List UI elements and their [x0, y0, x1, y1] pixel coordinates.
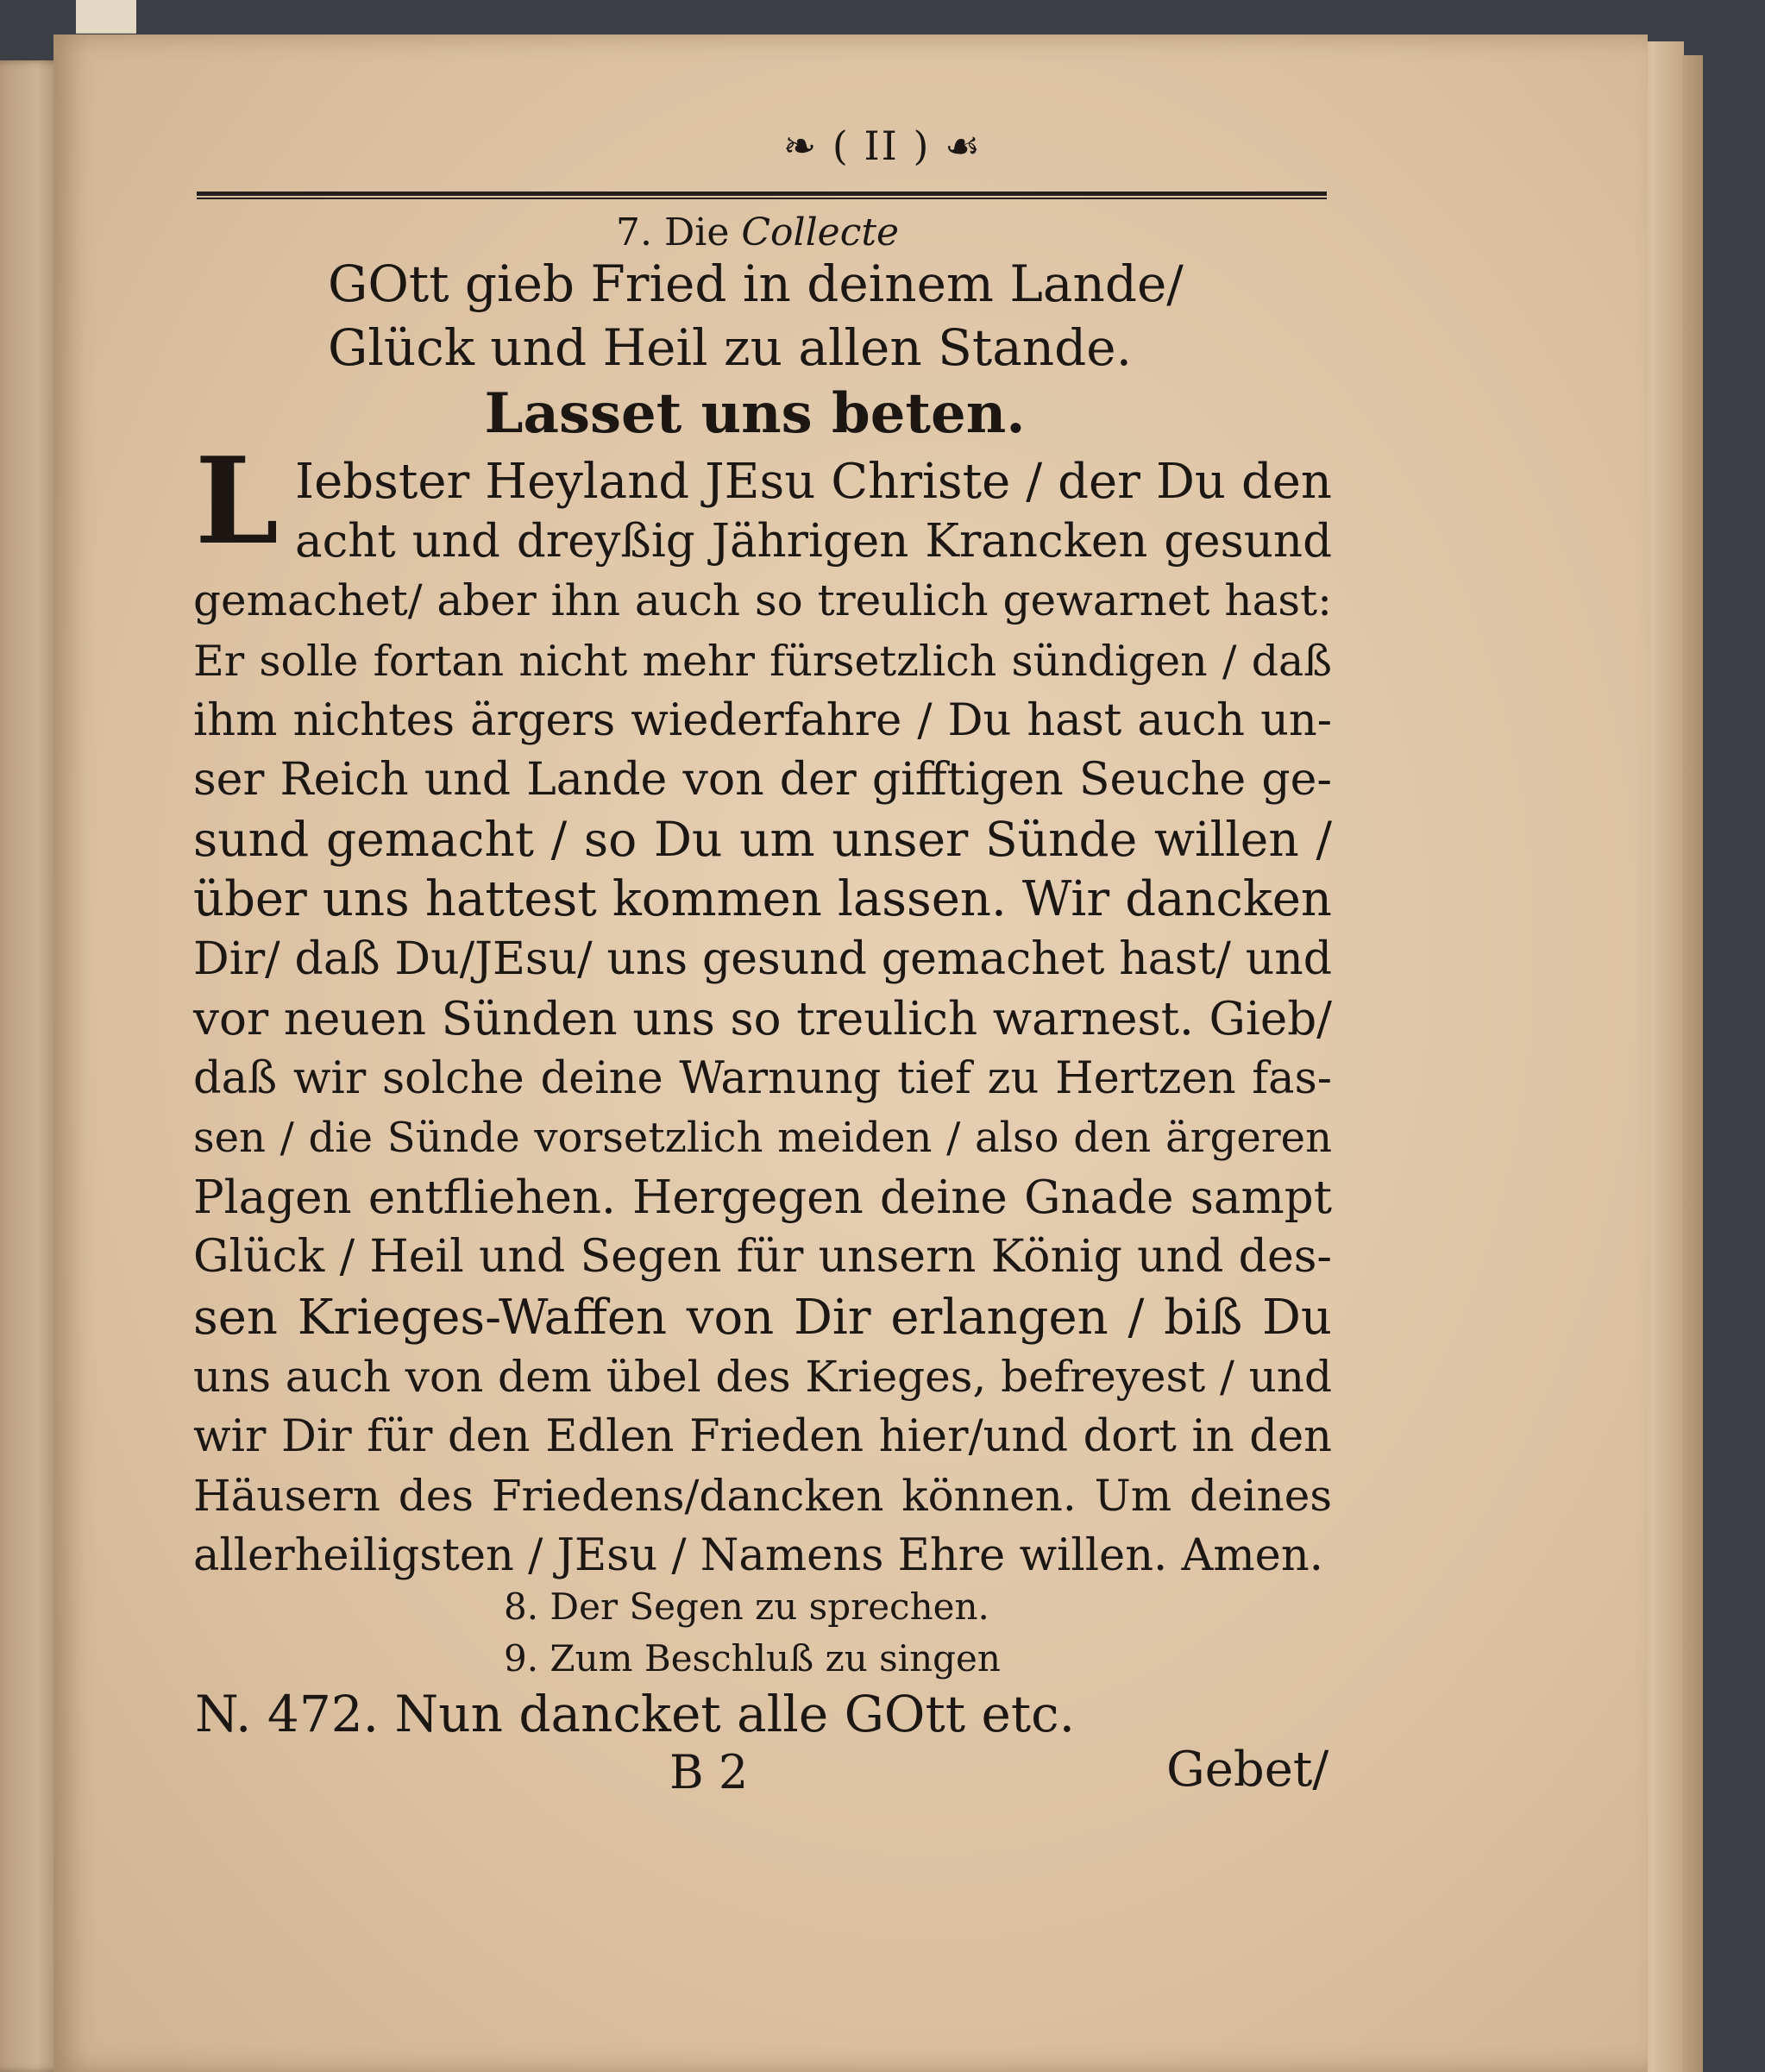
prayer-line: Häusern des Friedens/dancken können. Um deines: [193, 1471, 1332, 1522]
section-heading-7: [616, 210, 900, 254]
prayer-line: sen / die Sünde vorsetzlich meiden / also den ärgeren: [193, 1114, 1332, 1163]
hymn-line: Glück und Heil zu allen Stande.: [328, 318, 1133, 377]
section-latin-word: Collecte: [741, 210, 900, 254]
page-number: ( II ): [832, 122, 931, 169]
page-stack-edge-outer: [1682, 55, 1703, 2072]
prayer-line: daß wir solche deine Warnung tief zu Hertzen fas-: [193, 1052, 1332, 1104]
prayer-line: uns auch von dem übel des Krieges, befreyest / und: [193, 1351, 1332, 1402]
prayer-line: Plagen entfliehen. Hergegen deine Gnade sampt: [193, 1171, 1332, 1225]
prayer-line: sund gemacht / so Du um unser Sünde willen /: [193, 812, 1332, 868]
section-number: 7.: [616, 210, 652, 254]
ornament-left-icon: ❧: [782, 122, 819, 169]
prayer-line: über uns hattest kommen lassen. Wir dancken: [193, 871, 1332, 928]
signature-mark: B 2: [669, 1745, 749, 1799]
prayer-line: Iebster Heyland JEsu Christe / der Du den: [295, 454, 1332, 510]
prayer-line: ihm nichtes ärgers wiederfahre / Du hast auch un-: [193, 694, 1332, 746]
hymn-line: GOtt gieb Fried in deinem Lande/: [328, 254, 1184, 313]
paper-scrap: [76, 0, 136, 34]
running-header: [0, 122, 1765, 169]
prayer-line: gemachet/ aber ihn auch so treulich gewarnet hast:: [193, 575, 1332, 626]
section-word: Die: [663, 210, 730, 254]
prayer-line: vor neuen Sünden uns so treulich warnest. Gieb/: [193, 992, 1332, 1045]
prayer-line: Dir/ daß Du/JEsu/ uns gesund gemachet hast/ und: [193, 932, 1332, 985]
prayer-body: [193, 430, 1332, 1586]
section-heading-9: 9. Zum Beschluß zu singen: [504, 1637, 1001, 1680]
ornament-right-icon: ☙: [945, 122, 983, 169]
catchword: Gebet/: [1166, 1742, 1329, 1798]
header-rule: [197, 192, 1327, 199]
prayer-line: acht und dreyßig Jährigen Krancken gesund: [295, 515, 1332, 568]
prayer-line: Er solle fortan nicht mehr fürsetzlich sündigen / daß: [193, 636, 1332, 686]
prayer-line: Glück / Heil und Segen für unsern König und des-: [193, 1231, 1332, 1284]
prayer-line: wir Dir für den Edlen Frieden hier/und dort in den: [193, 1411, 1332, 1462]
prayer-heading: Lasset uns beten.: [484, 381, 1026, 446]
section-heading-8: 8. Der Segen zu sprechen.: [504, 1585, 989, 1628]
drop-capital: L: [195, 430, 280, 571]
prayer-line: sen Krieges-Waffen von Dir erlangen / biß Du: [193, 1289, 1332, 1346]
prayer-line: ser Reich und Lande von der gifftigen Seuche ge-: [193, 753, 1332, 806]
hymn-reference: N. 472. Nun dancket alle GOtt etc.: [195, 1685, 1076, 1743]
prayer-line: allerheiligsten / JEsu / Namens Ehre willen. Amen.: [193, 1530, 1323, 1582]
